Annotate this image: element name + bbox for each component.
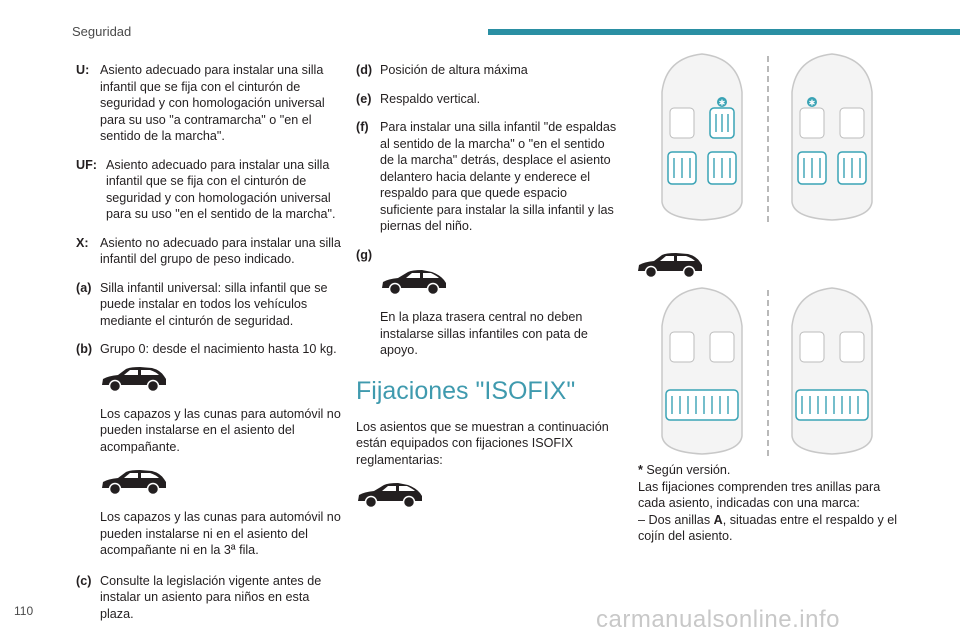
suv-silhouette-icon [100,469,168,495]
legend-key-b: (b) [76,342,93,356]
legend-item-e [356,91,618,108]
legend-text-x: Asiento no adecuado para instalar una silla infantil del grupo de peso indicado. [100,235,341,266]
svg-text:✱: ✱ [808,98,816,108]
isofix-seat-diagram-top-right [786,52,878,222]
isofix-intro-text: Los asientos que se muestran a continuación están equipados con fijaciones ISOFIX reglamentarias: [356,419,609,467]
legend-key-a: (a) [76,280,92,295]
isofix-ring-a-item [638,512,908,545]
ring-a-label: A [713,512,723,527]
group0-note-2: Los capazos y las cunas para automóvil no pueden instalarse ni en el asiento del acompañante ni en la 3ª fila. [100,510,341,557]
isofix-seat-diagram-bottom-right [786,286,878,456]
section-header-title: Seguridad [72,24,132,39]
legend-item-c [76,573,344,623]
right-column [638,462,908,545]
legend-item-u [76,62,344,145]
legend-key-uf: UF: [76,157,97,172]
legend-text-uf: Asiento adecuado para instalar una silla infantil que se fija con el cinturón de seguridad y con homologación universal para su uso "en el sentido de la marcha". [106,157,336,221]
footnote-star: * [638,463,643,477]
footnote-version [638,462,908,479]
group0-note-1: Los capazos y las cunas para automóvil no pueden instalarse en el asiento del acompañante. [100,406,341,454]
legend-text-g [380,247,618,264]
diagram-divider [767,290,769,456]
isofix-rings-text: Las fijaciones comprenden tres anillas para cada asiento, indicadas con una marca: [638,479,881,510]
ring-a-pre: Dos anillas [645,512,714,527]
suv-silhouette-icon [380,269,448,295]
left-column [76,62,344,634]
legend-item-b [76,341,344,358]
legend-key-u: U: [76,63,90,77]
legend-text-u: Asiento adecuado para instalar una silla infantil que se fija con el cinturón de seguridad y con homologación universal para su uso "a contramarcha" o "en el sentido de la marcha". [100,63,325,143]
legend-key-c: (c) [76,573,92,588]
legend-key-e: (e) [356,91,372,106]
isofix-seat-diagram-top-left [656,52,748,222]
legend-text-f: Para instalar una silla infantil "de espaldas al sentido de la marcha" o "en el sentido de la marcha" detrás, desplace el asiento delantero hacia delante y enderece el respaldo para que quede espacio suficiente para instalar la silla infantil y las piernas del niño. [380,120,617,233]
dash-bullet: – [638,512,646,527]
page-number: 110 [14,604,34,618]
legend-text-b: Grupo 0: desde el nacimiento hasta 10 kg. [100,342,337,356]
legend-item-f [356,119,618,235]
legend-item-g [356,247,618,264]
middle-column [356,62,618,508]
suv-silhouette-icon [636,252,704,278]
diagram-divider [767,56,769,222]
rear-center-note: En la plaza trasera central no deben instalarse sillas infantiles con pata de apoyo. [380,310,588,357]
suv-silhouette-icon [100,366,168,392]
legend-item-x [76,235,344,268]
legend-text-c: Consulte la legislación vigente antes de instalar un asiento para niños en esta plaza. [100,573,322,621]
legend-text-e: Respaldo vertical. [380,91,481,106]
legend-key-d: (d) [356,63,373,77]
svg-text:✱: ✱ [718,98,726,108]
header-accent-bar [488,29,960,35]
watermark-text: carmanualsonline.info [596,606,840,633]
suv-silhouette-icon [356,482,424,508]
legend-key-x: X: [76,235,89,250]
legend-key-f: (f) [356,120,369,134]
section-heading-isofix: Fijaciones "ISOFIX" [356,376,576,405]
legend-key-g: (g) [356,247,373,262]
legend-item-d [356,62,618,79]
legend-item-a [76,280,344,330]
isofix-seat-diagram-bottom-left [656,286,748,456]
footnote-text: Según versión. [642,463,731,477]
legend-text-a: Silla infantil universal: silla infantil que se puede instalar en todos los vehículos mediante el cinturón de seguridad. [100,280,328,328]
legend-text-d: Posición de altura máxima [380,63,528,77]
ring-a-post: , situadas entre el respaldo y el cojín del asiento. [638,512,898,543]
legend-item-uf [76,157,344,223]
